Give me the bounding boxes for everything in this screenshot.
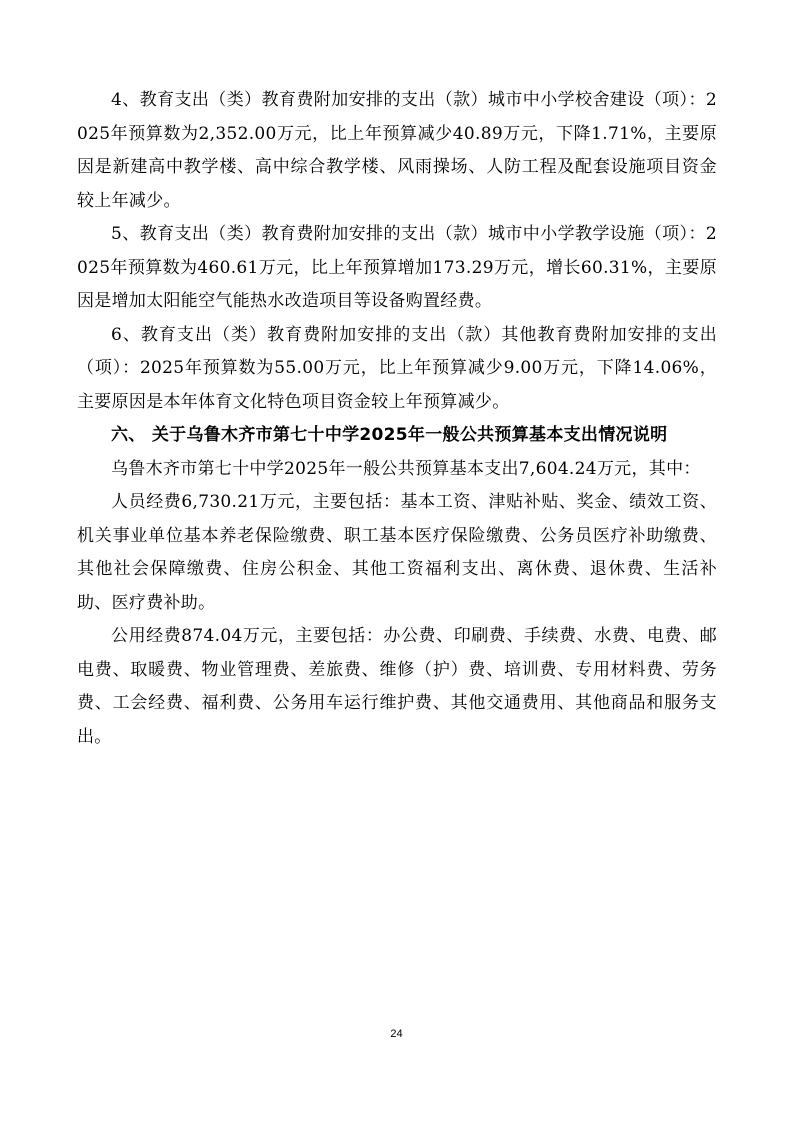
section-heading: 六、 关于乌鲁木齐市第七十中学2025年一般公共预算基本支出情况说明 [111, 425, 668, 445]
document-body [77, 84, 717, 754]
public-expense-paragraph: 公用经费874.04万元，主要包括：办公费、印刷费、手续费、水费、电费、邮电费、取暖费、物业管理费、差旅费、维修（护）费、培训费、专用材料费、劳务费、工会经费、福利费、公务用车运行维护费、其他交通费用、其他商品和服务支出。 [77, 626, 717, 747]
paragraph-item-5: 5、教育支出（类）教育费附加安排的支出（款）城市中小学教学设施（项）：2025年预算数为460.61万元，比上年预算增加173.29万元，增长60.31%，主要原因是增加太阳能空气能热水改造项目等设备购置经费。 [77, 224, 717, 311]
paragraph-item-6: 6、教育支出（类）教育费附加安排的支出（款）其他教育费附加安排的支出（项）：2025年预算数为55.00万元，比上年预算减少9.00万元，下降14.06%，主要原因是本年体育文化特色项目资金较上年预算减少。 [77, 324, 717, 412]
page-number: 24 [390, 1028, 403, 1040]
paragraph-item-4: 4、教育支出（类）教育费附加安排的支出（款）城市中小学校舍建设（项）：2025年预算数为2,352.00万元，比上年预算减少40.89万元，下降1.71%，主要原因是新建高中教学楼、高中综合教学楼、风雨操场、人防工程及配套设施项目资金较上年减少。 [77, 90, 717, 211]
personnel-expense-paragraph: 人员经费6,730.21万元，主要包括：基本工资、津贴补贴、奖金、绩效工资、机关事业单位基本养老保险缴费、职工基本医疗保险缴费、公务员医疗补助缴费、其他社会保障缴费、住房公积金、其他工资福利支出、离休费、退休费、生活补助、医疗费补助。 [77, 492, 717, 613]
summary-paragraph: 乌鲁木齐市第七十中学2025年一般公共预算基本支出7,604.24万元，其中： [111, 458, 701, 479]
